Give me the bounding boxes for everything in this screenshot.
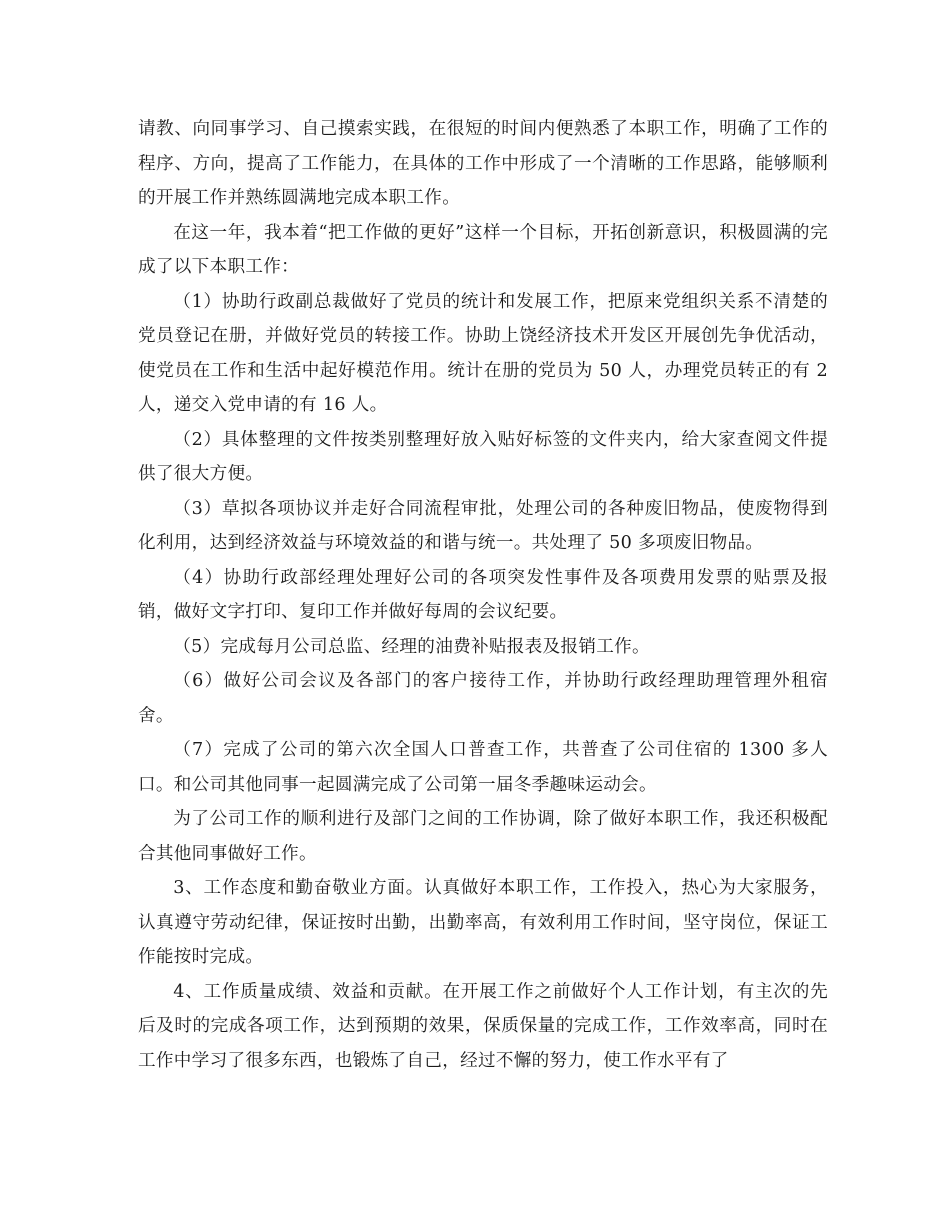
- paragraph-item-4: （4）协助行政部经理处理好公司的各项突发性事件及各项费用发票的贴票及报销，做好文字打印、复印工作并做好每周的会议纪要。: [138, 567, 828, 622]
- document-body: [138, 112, 828, 1078]
- paragraph-item-1: （1）协助行政副总裁做好了党员的统计和发展工作，把原来党组织关系不清楚的党员登记在册，并做好党员的转接工作。协助上饶经济技术开发区开展创先争优活动，使党员在工作和生活中起好模范作用。统计在册的党员为 50 人，办理党员转正的有 2 人，递交入党申请的有 16 人。: [138, 291, 828, 415]
- paragraph-item-7: （7）完成了公司的第六次全国人口普查工作，共普查了公司住宿的 1300 多人口。和公司其他同事一起圆满完成了公司第一届冬季趣味运动会。: [138, 740, 828, 795]
- paragraph-item-3: （3）草拟各项协议并走好合同流程审批，处理公司的各种废旧物品，使废物得到化利用，达到经济效益与环境效益的和谐与统一。共处理了 50 多项废旧物品。: [138, 498, 828, 553]
- paragraph-section-3: 3、工作态度和勤奋敬业方面。认真做好本职工作，工作投入，热心为大家服务，认真遵守劳动纪律，保证按时出勤，出勤率高，有效利用工作时间，坚守岗位，保证工作能按时完成。: [138, 878, 828, 967]
- paragraph-item-2: （2）具体整理的文件按类别整理好放入贴好标签的文件夹内，给大家查阅文件提供了很大方便。: [138, 429, 828, 484]
- paragraph-cooperation: 为了公司工作的顺利进行及部门之间的工作协调，除了做好本职工作，我还积极配合其他同事做好工作。: [138, 809, 828, 864]
- paragraph-item-6: （6）做好公司会议及各部门的客户接待工作，并协助行政经理助理管理外租宿舍。: [138, 671, 828, 726]
- paragraph-continuation: 请教、向同事学习、自己摸索实践，在很短的时间内便熟悉了本职工作，明确了工作的程序、方向，提高了工作能力，在具体的工作中形成了一个清晰的工作思路，能够顺利的开展工作并熟练圆满地完成本职工作。: [138, 119, 828, 208]
- paragraph-section-4: 4、工作质量成绩、效益和贡献。在开展工作之前做好个人工作计划，有主次的先后及时的完成各项工作，达到预期的效果，保质保量的完成工作，工作效率高，同时在工作中学习了很多东西，也锻炼了自己，经过不懈的努力，使工作水平有了: [138, 981, 828, 1071]
- paragraph-intro: 在这一年，我本着“把工作做的更好”这样一个目标，开拓创新意识，积极圆满的完成了以下本职工作：: [138, 222, 828, 277]
- paragraph-item-5: （5）完成每月公司总监、经理的油费补贴报表及报销工作。: [173, 636, 650, 657]
